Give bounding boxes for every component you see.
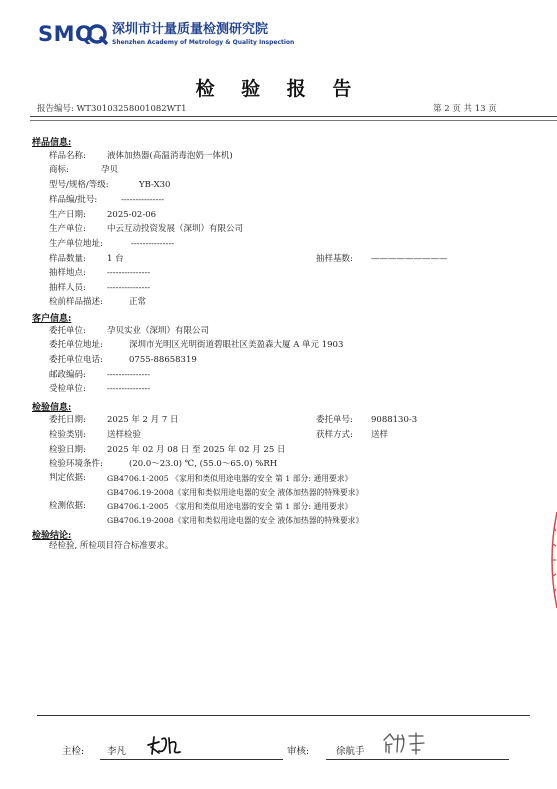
judge-basis-item: GB4706.1-2005 《家用和类似用途电器的安全 第 1 部分: 通用要求》 xyxy=(107,474,353,483)
sample-row: 生产日期: 2025-02-06 xyxy=(49,210,157,220)
page-info: 第 2 页 共 13 页 xyxy=(433,104,497,114)
sample-row: 样品编/批号: --------------- xyxy=(49,195,165,205)
logo-mark: SMQ xyxy=(38,22,94,46)
section-heading-client: 客户信息: xyxy=(32,314,72,324)
inspection-type: 检验类别: 送样检验 xyxy=(49,430,142,440)
reviewer-name: 徐航手 xyxy=(336,746,365,757)
client-row: 受检单位: --------------- xyxy=(49,384,151,394)
entrust-number: 委托单号: 9088130-3 xyxy=(316,415,418,425)
client-row: 委托单位电话: 0755-88658319 xyxy=(49,355,197,365)
header-divider xyxy=(30,116,557,117)
header-divider-thin xyxy=(30,120,557,121)
sample-row: 型号/规格/等级: YB-X30 xyxy=(49,180,171,190)
reviewer-signature xyxy=(380,730,432,756)
org-name-en: Shenzhen Academy of Metrology & Quality Inspection xyxy=(112,39,295,46)
sample-row: 抽样地点: --------------- xyxy=(49,268,151,278)
reviewer-signature-line xyxy=(326,759,509,760)
sample-row: 生产单位: 中云互动投资发展（深圳）有限公司 xyxy=(49,224,244,234)
report-number: 报告编号: WT30103258001082WT1 xyxy=(37,104,187,114)
sample-row: 样品名称: 液体加热器(高温消毒泡奶一体机) xyxy=(49,151,233,161)
chief-inspector-name: 李凡 xyxy=(107,746,127,757)
client-row: 邮政编码: --------------- xyxy=(49,370,151,380)
judge-basis-item: GB4706.19-2008《家用和类似用途电器的安全 液体加热器的特殊要求》 xyxy=(107,488,364,497)
section-heading-conclusion: 检验结论: xyxy=(32,531,72,541)
report-title: 检 验 报 告 xyxy=(195,78,362,100)
chief-signature-line xyxy=(100,759,283,760)
sample-row: 商标: 孕贝 xyxy=(49,165,119,175)
conclusion-text: 经检验, 所检项目符合标准要求。 xyxy=(49,541,174,551)
client-row: 委托单位: 孕贝实业（深圳）有限公司 xyxy=(49,326,210,336)
chief-inspector-signature xyxy=(145,733,187,757)
chief-inspector-label: 主检: xyxy=(62,746,85,757)
sampling-base: 抽样基数: ————————— xyxy=(316,254,448,264)
obtain-method: 获样方式: 送样 xyxy=(316,430,389,440)
method-basis-item: GB4706.19-2008《家用和类似用途电器的安全 液体加热器的特殊要求》 xyxy=(107,516,364,525)
section-heading-sample: 样品信息: xyxy=(32,138,72,148)
sample-row: 抽样人员: --------------- xyxy=(49,283,151,293)
official-stamp-fragment xyxy=(545,510,557,610)
sample-row: 样品数量: 1 台 xyxy=(49,254,124,264)
org-name-cn: 深圳市计量质量检测研究院 xyxy=(112,22,269,37)
reviewer-label: 审核: xyxy=(287,746,310,757)
method-basis-label: 检测依据: xyxy=(49,501,86,511)
inspection-date: 检验日期: 2025 年 02 月 08 日 至 2025 年 02 月 25 日 xyxy=(49,445,286,455)
footer-divider xyxy=(37,715,530,716)
entrust-date: 委托日期: 2025 年 2 月 7 日 xyxy=(49,415,179,425)
sample-row: 生产单位地址: --------------- xyxy=(49,239,175,249)
section-heading-inspection: 检验信息: xyxy=(32,403,72,413)
client-row: 委托单位地址: 深圳市光明区光明街道碧眼社区美盈森大厦 A 单元 1903 xyxy=(49,340,344,350)
judge-basis-label: 判定依据: xyxy=(49,473,86,483)
method-basis-item: GB4706.1-2005 《家用和类似用途电器的安全 第 1 部分: 通用要求》 xyxy=(107,502,353,511)
sample-row: 检前样品描述: 正常 xyxy=(49,297,147,307)
inspection-environment: 检验环境条件: (20.0～23.0) ℃, (55.0～65.0) %RH xyxy=(49,459,278,469)
logo-q-icon xyxy=(87,24,109,46)
